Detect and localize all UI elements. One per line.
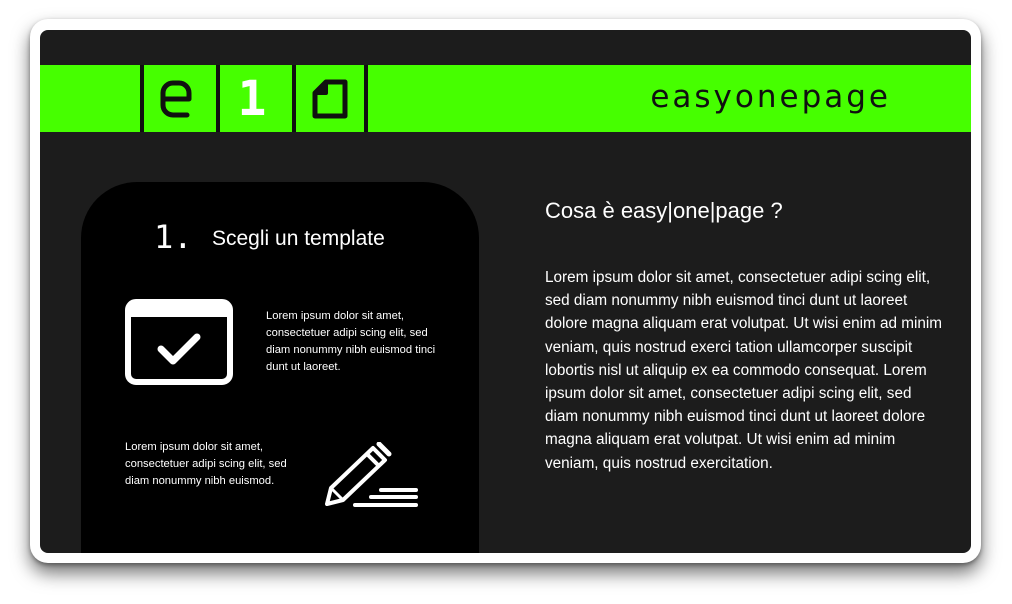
step-card [81, 182, 479, 553]
logo-tile-e[interactable] [140, 65, 208, 132]
step-number: 1. [154, 218, 193, 256]
section-title: Cosa è easy|one|page ? [545, 198, 783, 223]
logo-tile-one[interactable] [216, 65, 284, 132]
step-title: Scegli un template [212, 227, 385, 250]
card-text-1: Lorem ipsum dolor sit amet, consectetuer adipi scing elit, sed diam nonummy nibh euismod tinci dunt ut laoreet. [266, 310, 436, 373]
brand-name[interactable]: easyonepage [650, 79, 891, 115]
page-icon [296, 65, 364, 132]
browser-check-icon [125, 299, 233, 389]
header-bar [40, 65, 971, 132]
body-text: Lorem ipsum dolor sit amet, consectetuer adipi scing elit, sed diam nonummy nibh euismod tinci dunt ut laoreet dolore magna aliquam erat volutpat. Ut wisi enim ad minim veniam, quis nostrud exerci tation ullamcorper suscipit lobortis nisl ut aliquip ex ea commodo consequat. Lorem ipsum dolor sit amet, consectetuer adipi scing elit, sed diam nonummy nibh euismod tinci dunt ut laoreet dolore magna aliquam erat volutpat. Ut wisi enim ad minim veniam, quis nostrud exercitation. [545, 269, 943, 472]
pencil-icon [321, 442, 421, 516]
logo-tile-page[interactable] [292, 65, 368, 132]
logo-e-icon [144, 65, 208, 132]
logo-one: 1 [237, 70, 267, 127]
card-text-2: Lorem ipsum dolor sit amet, consectetuer adipi scing elit, sed diam nonummy nibh euismod. [125, 441, 287, 487]
screen [40, 30, 971, 553]
